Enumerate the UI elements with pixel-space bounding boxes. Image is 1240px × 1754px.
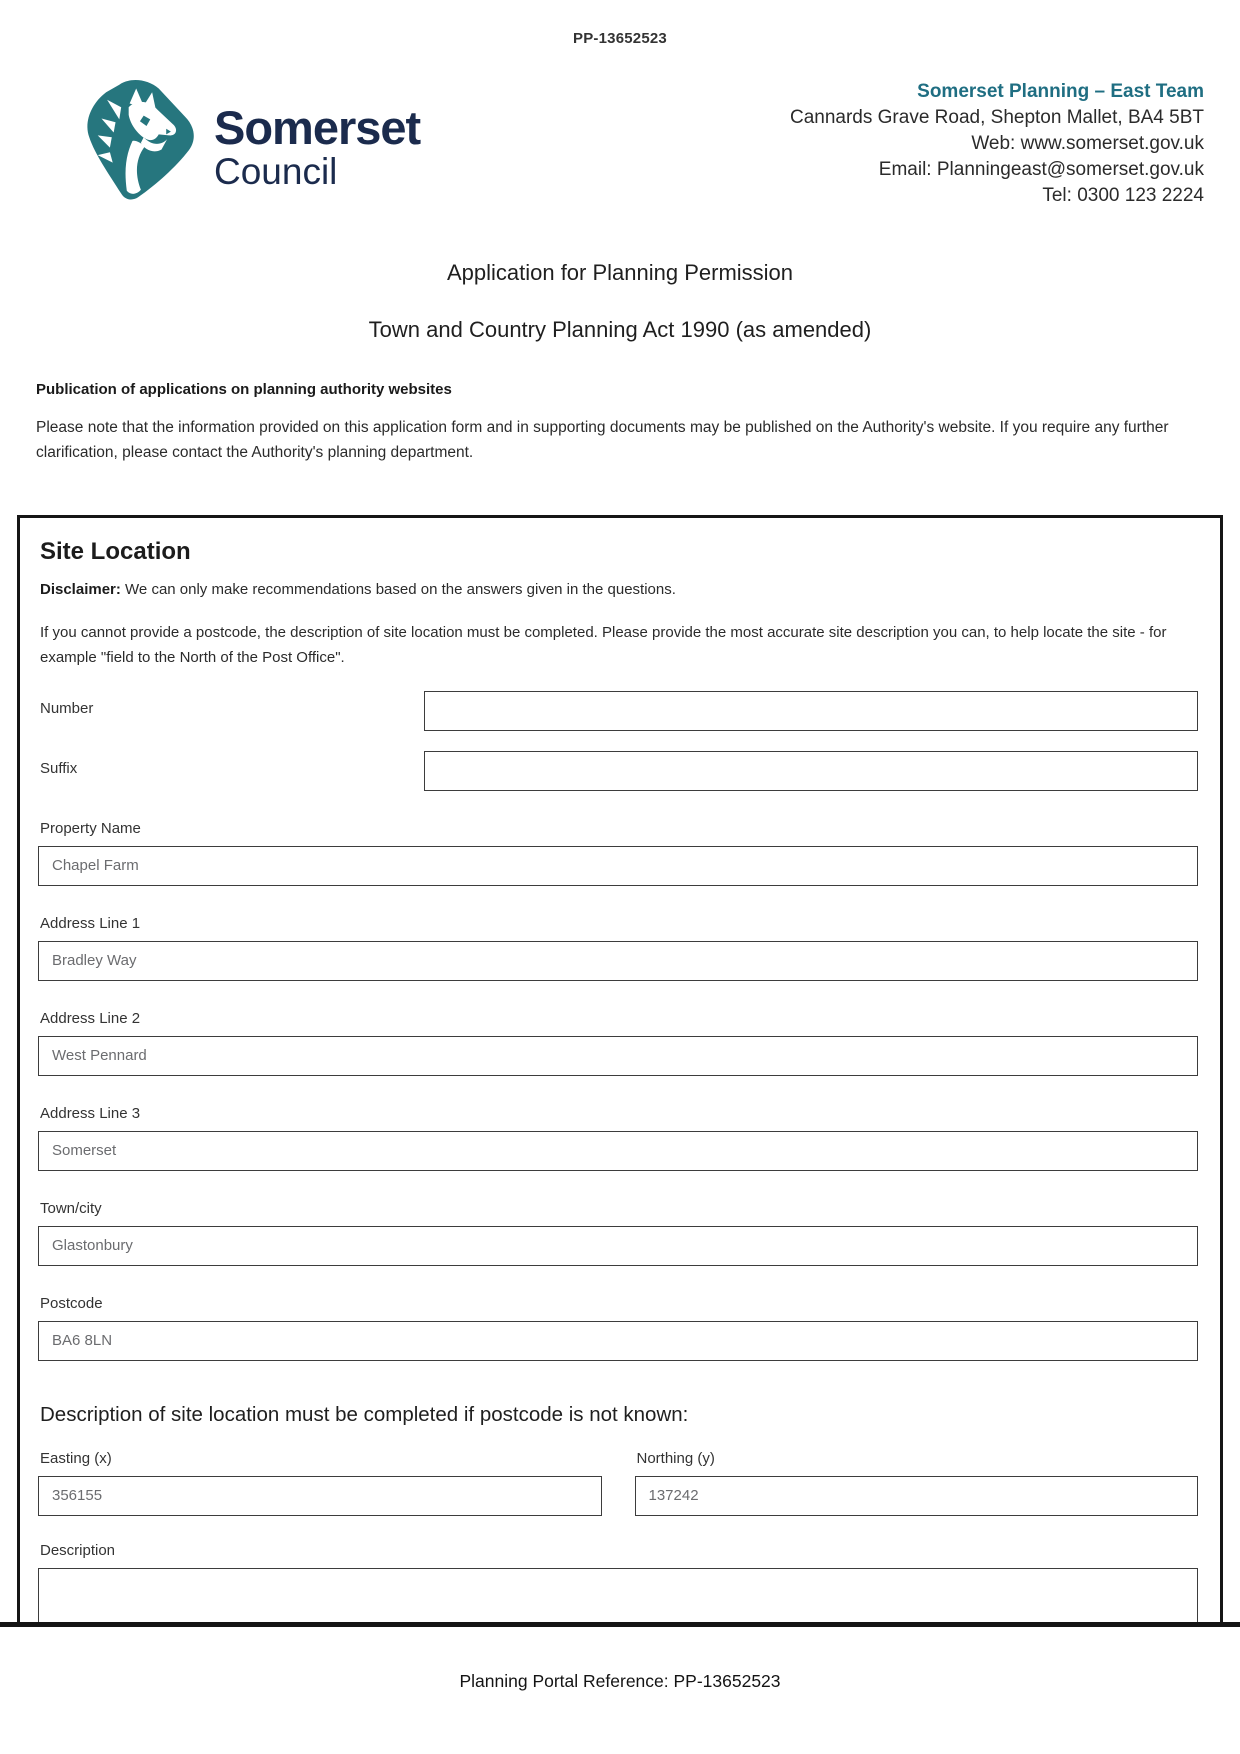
easting-input[interactable]	[38, 1476, 602, 1516]
northing-input[interactable]	[635, 1476, 1199, 1516]
planning-portal-reference: Planning Portal Reference: PP-13652523	[459, 1671, 781, 1692]
disclaimer-label: Disclaimer:	[40, 581, 121, 599]
postcode-guidance-note: If you cannot provide a postcode, the description of site location must be completed. Please provide the most accurate site description you can, to help locate the site - for example "field to the North of the Post Office".	[40, 624, 1167, 667]
suffix-input[interactable]	[424, 751, 1198, 791]
somerset-council-logo	[78, 75, 420, 212]
document-title: Application for Planning Permission	[446, 260, 794, 285]
page-break-rule	[0, 1622, 1240, 1627]
site-location-section	[17, 515, 1223, 1622]
document-subtitle: Town and Country Planning Act 1990 (as amended)	[368, 317, 872, 342]
publication-heading: Publication of applications on planning authority websites	[36, 381, 452, 398]
document-header	[0, 47, 1240, 212]
dragon-icon	[78, 75, 200, 212]
address-line-1-field-row	[38, 915, 1198, 981]
suffix-field-row	[38, 751, 1198, 791]
northing-label: Northing (y)	[636, 1449, 715, 1467]
planning-team-tel: Tel: 0300 123 2224	[1042, 185, 1204, 206]
disclaimer-text	[38, 581, 1198, 598]
logo-name: Somerset	[214, 100, 421, 154]
address-line-2-field-row	[38, 1010, 1198, 1076]
postcode-label: Postcode	[40, 1294, 103, 1312]
disclaimer-body: We can only make recommendations based on the answers given in the questions.	[120, 581, 676, 599]
postcode-input[interactable]	[38, 1321, 1198, 1361]
planning-team-address: Cannards Grave Road, Shepton Mallet, BA4 5BT	[789, 107, 1204, 128]
address-line-2-input[interactable]	[38, 1036, 1198, 1076]
planning-team-email: Email: Planningeast@somerset.gov.uk	[878, 159, 1204, 180]
logo-subname: Council	[214, 150, 338, 192]
easting-label: Easting (x)	[40, 1449, 112, 1467]
logo-wordmark	[214, 98, 420, 190]
property-name-field-row	[38, 820, 1198, 886]
address-line-3-input[interactable]	[38, 1131, 1198, 1171]
publication-note: Please note that the information provided on this application form and in supporting documents may be published on the Authority's website. If you require any further clarification, please contact the Authority's planning department.	[36, 419, 1169, 462]
address-line-1-label: Address Line 1	[40, 914, 141, 932]
description-requirement-heading: Description of site location must be completed if postcode is not known:	[40, 1402, 689, 1426]
planning-team-contact-block	[790, 75, 1204, 209]
address-line-2-label: Address Line 2	[40, 1009, 141, 1027]
town-city-label: Town/city	[40, 1199, 102, 1217]
description-label: Description	[40, 1541, 116, 1559]
coordinates-row	[38, 1450, 1198, 1516]
planning-team-name: Somerset Planning – East Team	[917, 81, 1204, 102]
number-input[interactable]	[424, 691, 1198, 731]
property-name-label: Property Name	[40, 819, 141, 837]
easting-field	[38, 1450, 602, 1516]
planning-team-web: Web: www.somerset.gov.uk	[971, 133, 1204, 154]
number-label: Number	[40, 699, 94, 717]
property-name-input[interactable]	[38, 846, 1198, 886]
application-reference: PP-13652523	[573, 30, 667, 47]
description-textarea[interactable]	[38, 1568, 1198, 1623]
address-line-3-label: Address Line 3	[40, 1104, 141, 1122]
address-line-3-field-row	[38, 1105, 1198, 1171]
section-title: Site Location	[40, 538, 191, 566]
description-field-row	[38, 1542, 1198, 1623]
address-line-1-input[interactable]	[38, 941, 1198, 981]
town-city-field-row	[38, 1200, 1198, 1266]
number-field-row	[38, 691, 1198, 731]
town-city-input[interactable]	[38, 1226, 1198, 1266]
suffix-label: Suffix	[40, 759, 78, 777]
postcode-field-row	[38, 1295, 1198, 1361]
northing-field	[635, 1450, 1199, 1516]
